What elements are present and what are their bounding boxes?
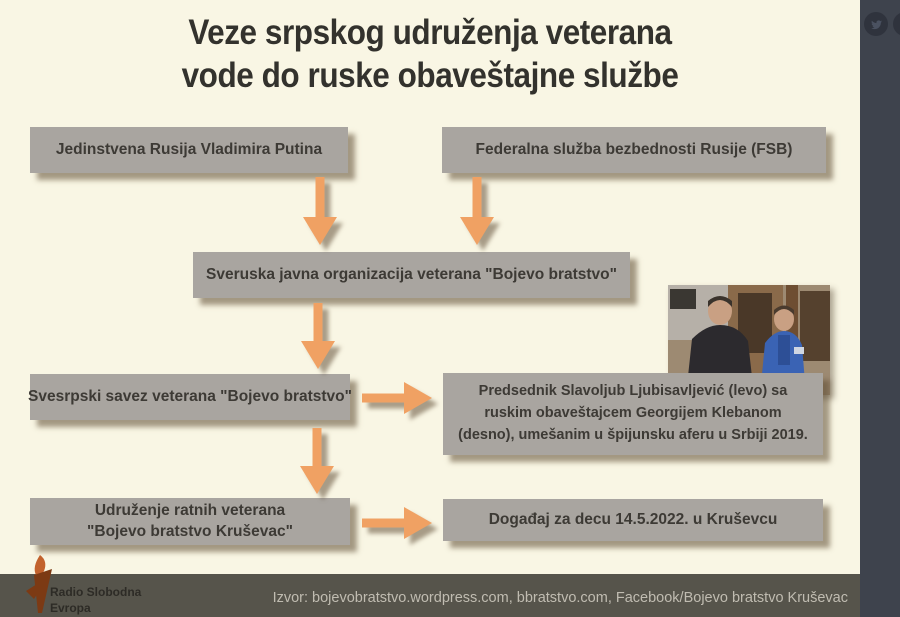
box-fsb [442,127,826,173]
share-button-partial[interactable] [893,12,900,36]
box-svesrpski-savez-label: Svesrpski savez veterana "Bojevo bratstvo" [28,388,352,405]
box-sveruska-organizacija-label: Sveruska javna organizacija veterana "Bojevo bratstvo" [206,266,617,283]
box-dogadjaj-za-decu [443,499,823,541]
arrow-down-icon [300,303,336,369]
box-photo-caption [443,373,823,455]
arrow-down-icon [302,177,338,245]
box-sveruska-organizacija [193,252,630,298]
box-dogadjaj-label: Događaj za decu 14.5.2022. u Kruševcu [488,511,778,528]
arrow-down-icon [459,177,495,245]
page-title [43,12,817,97]
title-line-2: vode do ruske obaveštajne službe [181,55,679,95]
title-line-1: Veze srpskog udruženja veterana [188,13,672,52]
box-udruzenje-krusevac [30,498,350,545]
arrow-right-icon [362,506,432,540]
logo-line-1: Radio Slobodna [50,585,142,599]
box-svesrpski-savez [30,374,350,420]
station-logo [26,555,166,617]
box-fsb-label: Federalna služba bezbednosti Rusije (FSB) [475,141,793,158]
box-jedinstvena-rusija-label: Jedinstvena Rusija Vladimira Putina [55,141,323,158]
arrow-right-icon [362,381,432,415]
photo-caption-text: Predsednik Slavoljub Ljubisavljević (levo) sa ruskim obaveštajcem Georgijem Klebanom (desno), umešanim u špijunsku aferu u Srbiji 2019. [458,383,808,443]
twitter-share-button[interactable] [864,12,888,36]
arrow-down-icon [299,428,335,494]
box-udruzenje-line-1: Udruženje ratnih veterana [94,501,286,519]
logo-line-2: Evropa [50,600,91,615]
source-credit: Izvor: bojevobratstvo.wordpress.com, bbratstvo.com, Facebook/Bojevo bratstvo Kruševac [272,590,848,606]
page-side-panel [860,0,900,617]
box-jedinstvena-rusija [30,127,348,173]
box-udruzenje-line-2: "Bojevo bratstvo Kruševac" [87,522,293,540]
station-logo-text [50,585,170,616]
twitter-bird-icon [870,18,883,31]
